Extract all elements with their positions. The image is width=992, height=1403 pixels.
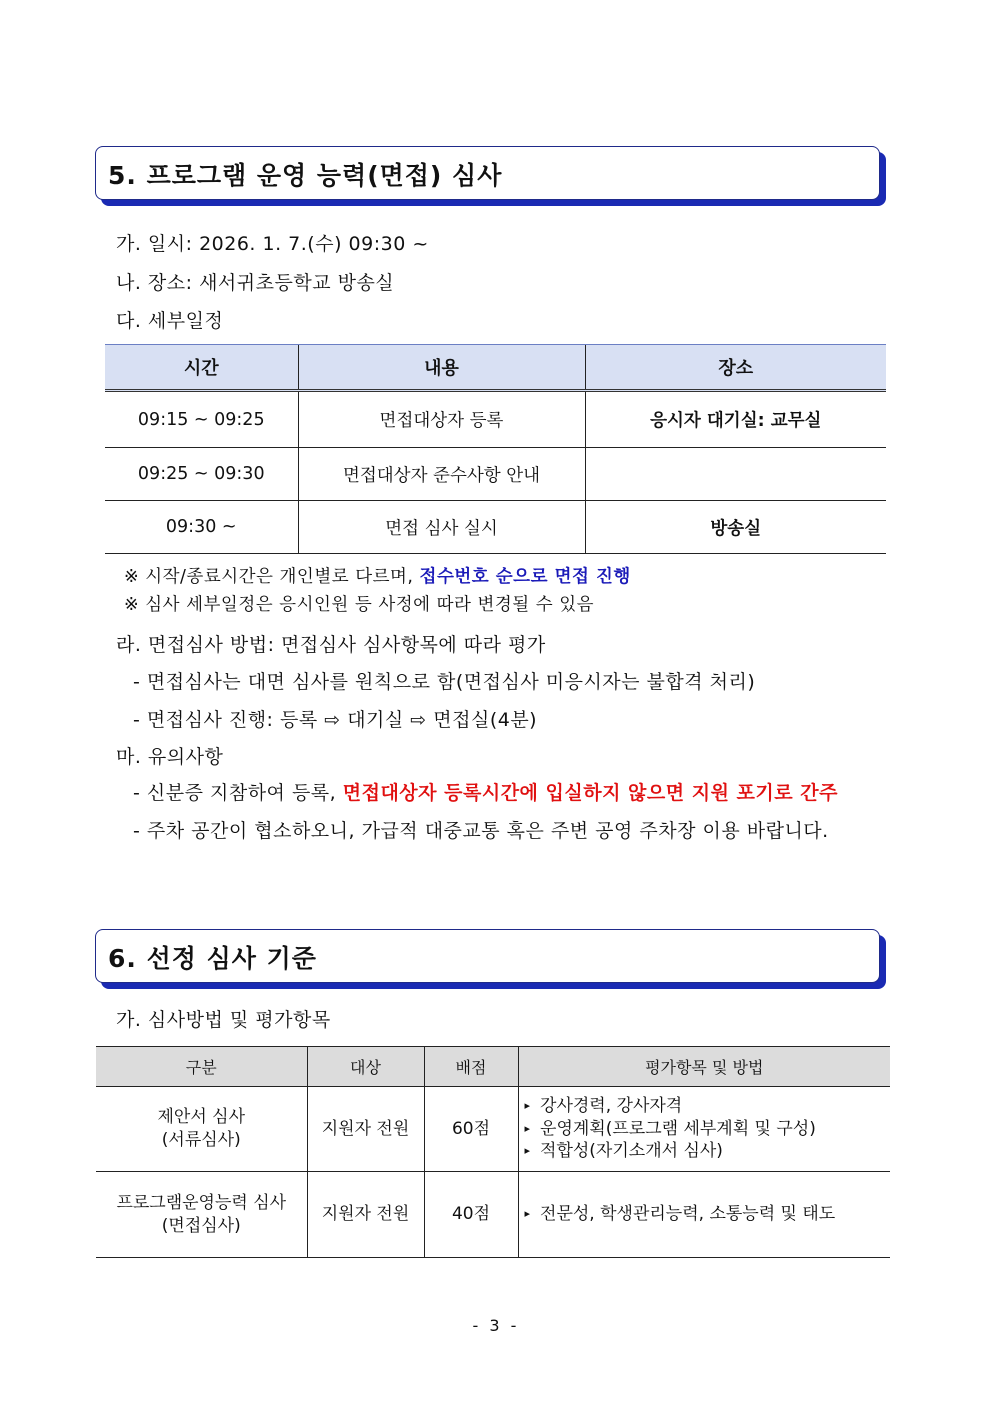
criteria-sub-line: 가. 심사방법 및 평가항목 — [116, 1009, 331, 1031]
date-line: 가. 일시: 2026. 1. 7.(수) 09:30 ~ — [116, 233, 429, 255]
caution-item-id — [133, 778, 838, 805]
note-order-text: ※ 시작/종료시간은 개인별로 다르며, — [124, 567, 420, 587]
criteria-header-score: 배점 — [424, 1047, 518, 1087]
schedule-header-row — [105, 345, 886, 391]
bullet-icon: ▸ — [524, 1144, 531, 1158]
schedule-table — [105, 344, 886, 554]
table-row — [105, 448, 886, 501]
schedule-content-cell: 면접대상자 등록 — [298, 391, 585, 448]
caution-item-parking: - 주차 공간이 협소하오니, 가급적 대중교통 혹은 주변 공영 주차장 이용 바랍니다. — [133, 820, 829, 842]
note-order — [124, 563, 631, 588]
criteria-category-cell — [96, 1172, 307, 1258]
schedule-place-cell: 방송실 — [585, 501, 886, 554]
section6-heading-box — [95, 929, 880, 983]
list-item-text: 전문성, 학생관리능력, 소통능력 및 태도 — [540, 1204, 836, 1225]
schedule-line: 다. 세부일정 — [116, 310, 224, 332]
caution-item-highlight: 면접대상자 등록시간에 입실하지 않으면 지원 포기로 간주 — [342, 782, 838, 804]
schedule-place-cell — [585, 448, 886, 501]
method-item: - 면접심사는 대면 심사를 원칙으로 함(면접심사 미응시자는 불합격 처리) — [133, 671, 756, 693]
bullet-icon: ▸ — [524, 1121, 531, 1135]
bullet-icon: ▸ — [524, 1207, 531, 1221]
caution-item-text: - 신분증 지참하여 등록, — [133, 782, 343, 804]
schedule-header-time: 시간 — [105, 345, 298, 391]
criteria-target-cell: 지원자 전원 — [307, 1087, 424, 1172]
criteria-score-cell: 40점 — [424, 1172, 518, 1258]
table-row — [105, 391, 886, 448]
schedule-content-cell: 면접대상자 준수사항 안내 — [298, 448, 585, 501]
note-schedule-change: ※ 심사 세부일정은 응시인원 등 사정에 따라 변경될 수 있음 — [124, 595, 595, 615]
criteria-score-cell: 60점 — [424, 1087, 518, 1172]
criteria-header-items: 평가항목 및 방법 — [518, 1047, 890, 1087]
category-name: 프로그램운영능력 심사 — [116, 1192, 287, 1213]
table-row — [105, 501, 886, 554]
list-item — [525, 1203, 891, 1226]
list-item — [525, 1095, 891, 1118]
criteria-category-cell — [96, 1087, 307, 1172]
category-type: (면접심사) — [161, 1215, 241, 1236]
schedule-header-content: 내용 — [298, 345, 585, 391]
list-item-text: 적합성(자기소개서 심사) — [540, 1141, 723, 1162]
schedule-time-cell: 09:25 ~ 09:30 — [105, 448, 298, 501]
section5-heading-box — [95, 146, 880, 200]
schedule-time-cell: 09:30 ~ — [105, 501, 298, 554]
section5-heading: 5. 프로그램 운영 능력(면접) 심사 — [108, 161, 503, 190]
bullet-icon: ▸ — [524, 1098, 531, 1112]
table-row — [96, 1172, 890, 1258]
schedule-header-place: 장소 — [585, 345, 886, 391]
list-item-text: 강사경력, 강사자격 — [540, 1095, 683, 1116]
caution-line: 마. 유의사항 — [116, 746, 224, 768]
category-type: (서류심사) — [161, 1130, 241, 1150]
schedule-place-cell: 응시자 대기실: 교무실 — [585, 391, 886, 448]
list-item — [525, 1118, 891, 1141]
criteria-items-cell — [518, 1172, 890, 1258]
section6-heading: 6. 선정 심사 기준 — [108, 944, 317, 973]
criteria-items-cell — [518, 1087, 890, 1172]
criteria-header-target: 대상 — [307, 1047, 424, 1087]
page-number: - 3 - — [472, 1316, 520, 1335]
criteria-header-category: 구분 — [96, 1047, 307, 1087]
method-line: 라. 면접심사 방법: 면접심사 심사항목에 따라 평가 — [116, 634, 546, 656]
table-row — [96, 1087, 890, 1172]
schedule-time-cell: 09:15 ~ 09:25 — [105, 391, 298, 448]
method-item: - 면접심사 진행: 등록 ⇨ 대기실 ⇨ 면접실(4분) — [133, 709, 538, 731]
criteria-table — [96, 1046, 890, 1258]
place-line: 나. 장소: 새서귀초등학교 방송실 — [116, 272, 395, 294]
list-item-text: 운영계획(프로그램 세부계획 및 구성) — [540, 1118, 816, 1139]
list-item — [525, 1140, 891, 1163]
criteria-header-row — [96, 1047, 890, 1087]
category-name: 제안서 심사 — [157, 1107, 245, 1128]
schedule-content-cell: 면접 심사 실시 — [298, 501, 585, 554]
note-order-highlight: 접수번호 순으로 면접 진행 — [419, 567, 631, 587]
criteria-target-cell: 지원자 전원 — [307, 1172, 424, 1258]
